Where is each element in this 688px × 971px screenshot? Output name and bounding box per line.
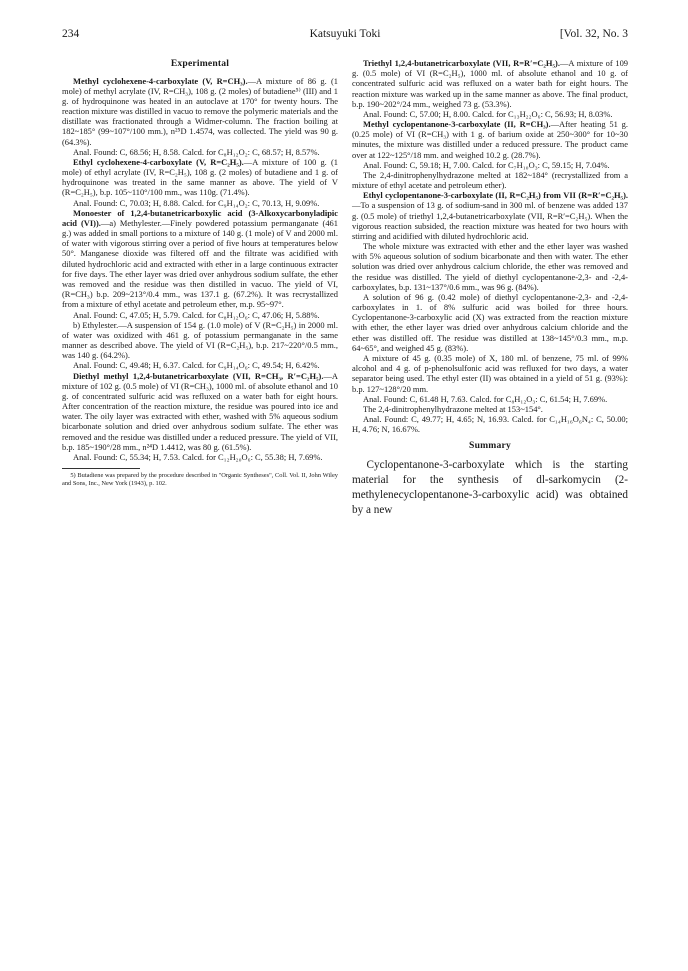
paragraph <box>62 157 338 198</box>
paragraph-text: —A mixture of 100 g. (1 mole) of ethyl acrylate (IV, R=C₂H₅), 108 g. (2 moles) of butadiene and 1 g. of hydroquinone was treated in the same manner as above. The yield of V (R=C₂H₅), b.p. 105~110°/100 mm., was 110g. (71.4%). <box>62 156 338 198</box>
analysis-line: Anal. Found: C, 49.77; H, 4.65; N, 16.93. Calcd. for C₁₄H₁₆O₆N₄: C, 50.00; H, 4.76; N, 16.67%. <box>352 414 628 435</box>
paragraph: A mixture of 45 g. (0.35 mole) of X, 180 ml. of benzene, 75 ml. of 99% alcohol and 4 g. of p-phenolsulfonic acid was refluxed for two days, a water separator being used. The ethyl ester (II) was obtained in a yield of 51 g. (93%): b.p. 127~128°/20 mm. <box>352 352 628 394</box>
analysis-line: Anal. Found: C, 59.18; H, 7.00. Calcd. for C₇H₁₀O₃: C, 59.15; H, 7.04%. <box>362 159 610 170</box>
paragraph: The 2,4-dinitrophenylhydrazone melted at 153~154°. <box>362 403 543 414</box>
compound-title: Ethyl cyclopentanone-3-carboxylate (II, R=C₂H₅) from VII (R=R′=C₂H₅). <box>362 190 628 201</box>
paragraph-text: —a) Methylester.—Finely powdered potassium permanganate (461 g.) was added in small portions to a mixture of 140 g. (1 mole) of V and 2000 ml. of water with vigorous stirring over a period of five hours at temperatures below 50°. Manganese dioxide was filtered off and the filtrate was acidified with diluted hydrochloric acid and extracted with ether in a large continuous extracter for five days. The ether layer was dried over anhydrous sodium sulfate, the ether was removed and the residue was then distilled in vacuo. The yield of VI, (R=CH₃) b.p. 209~213°/0.4 mm., was 137.1 g. (67.2%). It was recrystallized from a mixture of ethyl acetate and petroleum ether, m.p. 95~97°. <box>62 217 338 310</box>
paragraph <box>352 58 628 109</box>
page-number: 234 <box>62 28 80 40</box>
volume-info: [Vol. 32, No. 3 <box>559 28 628 40</box>
analysis-line: Anal. Found: C, 57.00; H, 8.00. Calcd. for C₁₃H₂₂O₆: C, 56.93; H, 8.03%. <box>362 108 613 119</box>
paragraph: The whole mixture was extracted with ether and the ether layer was washed with 5% aqueous solution of sodium bicarbonate and then with water. The ether solution was dried over anhydrous calcium chloride, the ether was removed and the residue was distilled. The yield of diethyl cyclopentanone-2,3- and -2,4-carboxylates, b.p. 131~137°/0.6 mm., was 96 g. (84%). <box>352 241 628 292</box>
paragraph: b) Ethylester.—A suspension of 154 g. (1.0 mole) of V (R=C₂H₅) in 2000 ml. of water was oxidized with 461 g. of potassium permanganate in the same manner as described above. The yield of VI (R=C₂H₅), b.p. 217~220°/0.5 mm., was 140 g. (64.2%). <box>62 319 338 361</box>
paragraph-text: —A mixture of 86 g. (1 mole) of methyl acrylate (IV, R=CH₃), 108 g. (2 moles) of butadiene⁵⁾ (III) and 1 g. of hydroquinone was heated in an autoclave at 170° for twenty hours. The reaction mixture was distilled in vacuo to remove the polymeric materials and the distillate was fractionated through a Widmer-column. The fraction boiling at 182~185° (99~107°/100 mm.), n²⁵D 1.4574, was collected. The yield was 90 g. (64.3%). <box>62 75 339 147</box>
paragraph-text: —To a suspension of 13 g. of sodium-sand in 300 ml. of benzene was added 137 g. (0.5 mole) of triethyl 1,2,4-butanetricarboxylate (VII, R=R′=C₂H₅). When the vigorous reaction subsided, the reaction mixture was heated for two hours with stirring and acidified with diluted hydrochloric acid. <box>352 200 628 241</box>
footnote: 5) Butadiene was prepared by the procedure described in "Organic Syntheses", Coll. Vol. II, John Wiley and Sons, Inc., New York (1943), p. 102. <box>62 472 338 488</box>
analysis-line: Anal. Found: C, 55.34; H, 7.53. Calcd. for C₁₂H₂₀O₆: C, 55.38; H, 7.69%. <box>72 451 323 462</box>
paragraph-text: —A mixture of 102 g. (0.5 mole) of VI (R=CH₃), 1000 ml. of absolute ethanol and 10 g. of concentrated sulfuric acid was refluxed on a water bath for eight hours. After concentration of the reaction mixture, the residue was poured into ice and water. The oily layer was extracted with ether, washed with 5% aqueous sodium bicarbonate solution and dried over anhydrous sodium sulfate. The ether was removed and the residue was distilled under a reduced pressure. The yield of VII, b.p. 185~190°/28 mm., n²⁴D 1.4412, was 80 g. (61.5%). <box>62 370 338 452</box>
paragraph <box>352 190 628 241</box>
summary-text: Cyclopentanone-3-carboxylate which is the starting material for the synthesis of dl-sarkomycin (2-methylenecyclopentanone-3-carboxylic acid) was obtained by a new <box>352 458 628 516</box>
compound-title: Methyl cyclopentanone-3-carboxylate (II, R=CH₃). <box>362 119 551 130</box>
section-heading-experimental: Experimental <box>170 58 230 69</box>
compound-title: Methyl cyclohexene-4-carboxylate (V, R=CH₃). <box>72 75 248 86</box>
right-column <box>352 58 628 517</box>
running-author: Katsuyuki Toki <box>309 28 381 40</box>
section-heading-summary: Summary <box>469 440 511 452</box>
compound-title: Diethyl methyl 1,2,4-butanetricarboxylate (VII, R=CH₃, R′=C₂H₅). <box>72 370 324 381</box>
paragraph: A solution of 96 g. (0.42 mole) of diethyl cyclopentanone-2,3- and -2,4-carboxylates in 1. of 8% sulfuric acid was boiled for three hours. Cyclopentanone-3-carboxylic acid (X) was extracted from the reaction mixture with ether, the ether layer was dried over anhydrous calcium chloride and the ether was distilled off. The residue was distilled at 138~145°/0.3 mm., m.p. 64~65°, and weighed 45 g. (83%). <box>352 291 628 353</box>
paragraph: The 2,4-dinitrophenylhydrazone melted at 182~184° (recrystallized from a mixture of ethyl acetate and petroleum ether). <box>352 169 628 191</box>
paragraph-text: —A mixture of 109 g. (0.5 mole) of VI (R=C₂H₅), 1000 ml. of absolute ethanol and 10 g. of concentrated sulfuric acid was refluxed on a water bath for eight hours. The reaction mixture was warked up in the same manner as above. The final product, b.p. 190~202°/24 mm., weighed 73 g. (53.3%). <box>352 58 629 109</box>
running-header <box>62 28 628 44</box>
analysis-line: Anal. Found: C, 70.03; H, 8.88. Calcd. for C₉H₁₄O₂: C, 70.13, H, 9.09%. <box>72 197 320 208</box>
analysis-line: Anal. Found: C, 49.48; H, 6.37. Calcd. for C₉H₁₄O₆: C, 49.54; H, 6.42%. <box>72 360 320 371</box>
analysis-line: Anal. Found: C, 68.56; H, 8.58. Calcd. for C₈H₁₂O₂: C, 68.57; H, 8.57%. <box>72 146 320 157</box>
compound-title: Triethyl 1,2,4-butanetricarboxylate (VII, R=R′=C₂H₅). <box>362 58 560 68</box>
left-column <box>62 58 338 488</box>
paragraph-text: —After heating 51 g. (0.25 mole) of VI (R=CH₃) with 1 g. of barium oxide at 250~300° for 10~30 minutes, the mixture was distilled under a reduced pressure. The product came over at 122~125°/18 mm. and weighed 10.2 g. (28.7%). <box>352 119 629 160</box>
paragraph <box>62 371 338 452</box>
compound-title: Monoester of 1,2,4-butanetricarboxylic acid (3-Alkoxycarbonyladipic acid (VI)). <box>62 207 338 228</box>
analysis-line: Anal. Found: C, 61.48 H, 7.63. Calcd. for C₈H₁₂O₃: C, 61.54; H, 7.69%. <box>362 393 608 404</box>
footnote-rule <box>62 468 140 469</box>
paragraph <box>62 76 338 147</box>
compound-title: Ethyl cyclohexene-4-carboxylate (V, R=C₂H₅). <box>72 156 244 167</box>
paragraph <box>352 119 628 160</box>
analysis-line: Anal. Found: C, 47.05; H, 5.79. Calcd. for C₈H₁₂O₆: C, 47.06; H, 5.88%. <box>72 309 320 320</box>
paragraph <box>62 208 338 310</box>
